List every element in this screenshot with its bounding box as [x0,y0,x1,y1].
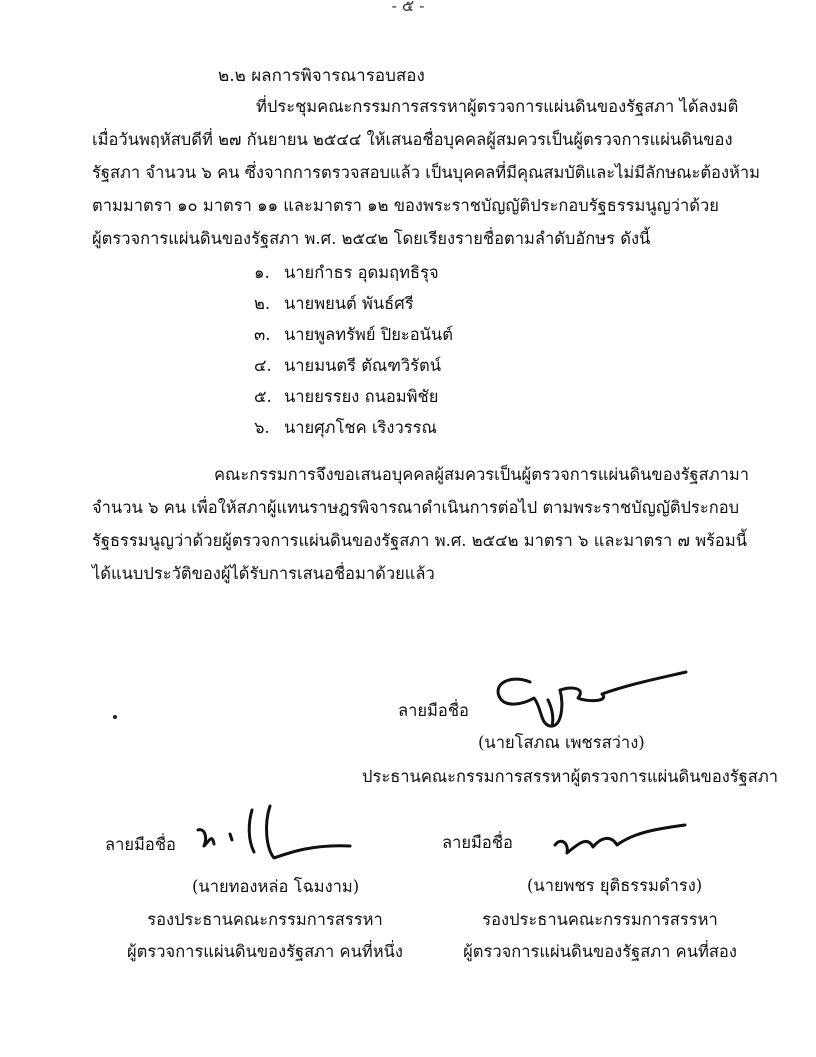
signature-title-line: รองประธานคณะกรรมการสรรหา [482,910,718,929]
nominee-name: นายมนตรี ตัณฑวิรัตน์ [284,356,442,375]
nominee-name: นายศุภโชค เริงวรรณ [284,418,437,437]
list-item [254,412,453,443]
signature-chair [490,668,690,738]
nominee-name: นายพูลทรัพย์ ปิยะอนันต์ [284,325,453,344]
list-item-number: ๔. [254,356,272,375]
signature-name-vice2: (นายพชร ยุติธรรมดำรง) [527,876,703,895]
paragraph-line: เมื่อวันพฤหัสบดีที่ ๒๗ กันยายน ๒๕๔๔ ให้เสนอชื่อบุคคลผู้สมควรเป็นผู้ตรวจการแผ่นดินของ [92,130,733,149]
paragraph-line: คณะกรรมการจึงขอเสนอบุคคลผู้สมควรเป็นผู้ตรวจการแผ่นดินของรัฐสภามา [214,465,750,484]
signature-label-chair: ลายมือชื่อ [398,701,469,720]
signature-vice1 [190,800,360,870]
signature-label-vice2: ลายมือชื่อ [442,833,513,852]
nominee-name: นายกำธร อุดมฤทธิรุจ [284,263,439,282]
signature-title-vice2 [445,904,755,968]
paragraph-line: จำนวน ๖ คน เพื่อให้สภาผู้แทนราษฎรพิจารณาดำเนินการต่อไป ตามพระราชบัญญัติประกอบ [92,498,740,517]
paragraph-resolution [92,90,760,255]
list-item [254,257,453,288]
paragraph-line: รัฐธรรมนูญว่าด้วยผู้ตรวจการแผ่นดินของรัฐสภา พ.ศ. ๒๕๔๒ มาตรา ๖ และมาตรา ๗ พร้อมนี้ [92,531,747,550]
list-item-number: ๑. [254,263,270,282]
signature-title-line: ผู้ตรวจการแผ่นดินของรัฐสภา คนที่สอง [463,942,737,961]
list-item [254,288,453,319]
section-heading: ๒.๒ ผลการพิจารณารอบสอง [218,66,425,86]
list-item-number: ๕. [254,387,272,406]
list-item-number: ๒. [254,294,271,313]
page-number: - ๕ - [391,0,425,15]
list-item-number: ๓. [254,325,271,344]
signature-title-chair: ประธานคณะกรรมการสรรหาผู้ตรวจการแผ่นดินของรัฐสภา [362,767,778,786]
signature-label-vice1: ลายมือชื่อ [105,835,176,854]
paragraph-line: ที่ประชุมคณะกรรมการสรรหาผู้ตรวจการแผ่นดินของรัฐสภา ได้ลงมติ [256,97,739,116]
paragraph-line: ผู้ตรวจการแผ่นดินของรัฐสภา พ.ศ. ๒๕๔๒ โดยเรียงรายชื่อตามลำดับอักษร ดังนี้ [92,229,651,248]
list-item [254,350,453,381]
signature-vice2 [545,815,695,865]
nominee-name: นายยรรยง ถนอมพิชัย [284,387,439,406]
list-item [254,381,453,412]
paragraph-line: รัฐสภา จำนวน ๖ คน ซึ่งจากการตรวจสอบแล้ว เป็นบุคคลที่มีคุณสมบัติและไม่มีลักษณะต้องห้าม [92,163,761,182]
signature-title-line: ผู้ตรวจการแผ่นดินของรัฐสภา คนที่หนึ่ง [127,942,403,961]
signature-title-vice1 [100,904,430,968]
paragraph-line: ได้แนบประวัติของผู้ได้รับการเสนอชื่อมาด้วยแล้ว [92,564,435,583]
nominee-list [254,257,453,443]
list-item [254,319,453,350]
signature-title-line: รองประธานคณะกรรมการสรรหา [147,910,383,929]
signature-name-vice1: (นายทองหล่อ โฉมงาม) [192,877,360,896]
stray-mark [113,715,117,719]
list-item-number: ๖. [254,418,270,437]
paragraph-proposal [92,458,749,590]
paragraph-line: ตามมาตรา ๑๐ มาตรา ๑๑ และมาตรา ๑๒ ของพระราชบัญญัติประกอบรัฐธรรมนูญว่าด้วย [92,196,719,215]
nominee-name: นายพยนต์ พันธ์ศรี [284,294,414,313]
signature-name-chair: (นายโสภณ เพชรสว่าง) [478,733,645,752]
